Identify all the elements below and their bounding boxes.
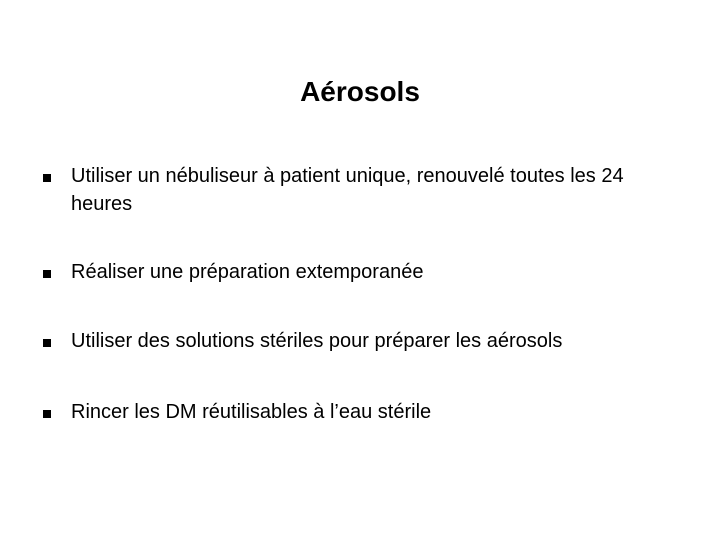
bullet-item-preparation [40,258,680,286]
bullet-text: Utiliser des solutions stériles pour préparer les aérosols [71,330,563,352]
bullet-item-rincer [40,398,680,426]
bullet-text: Réaliser une préparation extemporanée [71,261,424,283]
square-bullet-icon [43,339,51,347]
bullet-text: Rincer les DM réutilisables à l’eau stérile [71,401,432,423]
square-bullet-icon [43,270,51,278]
bullet-item-nebuliseur [40,162,680,218]
square-bullet-icon [43,174,51,182]
bullet-text: Utiliser un nébuliseur à patient unique, renouvelé toutes les 24 heures [71,165,624,215]
slide-title: Aérosols [300,76,420,107]
bullet-item-solutions [40,327,680,355]
square-bullet-icon [43,410,51,418]
